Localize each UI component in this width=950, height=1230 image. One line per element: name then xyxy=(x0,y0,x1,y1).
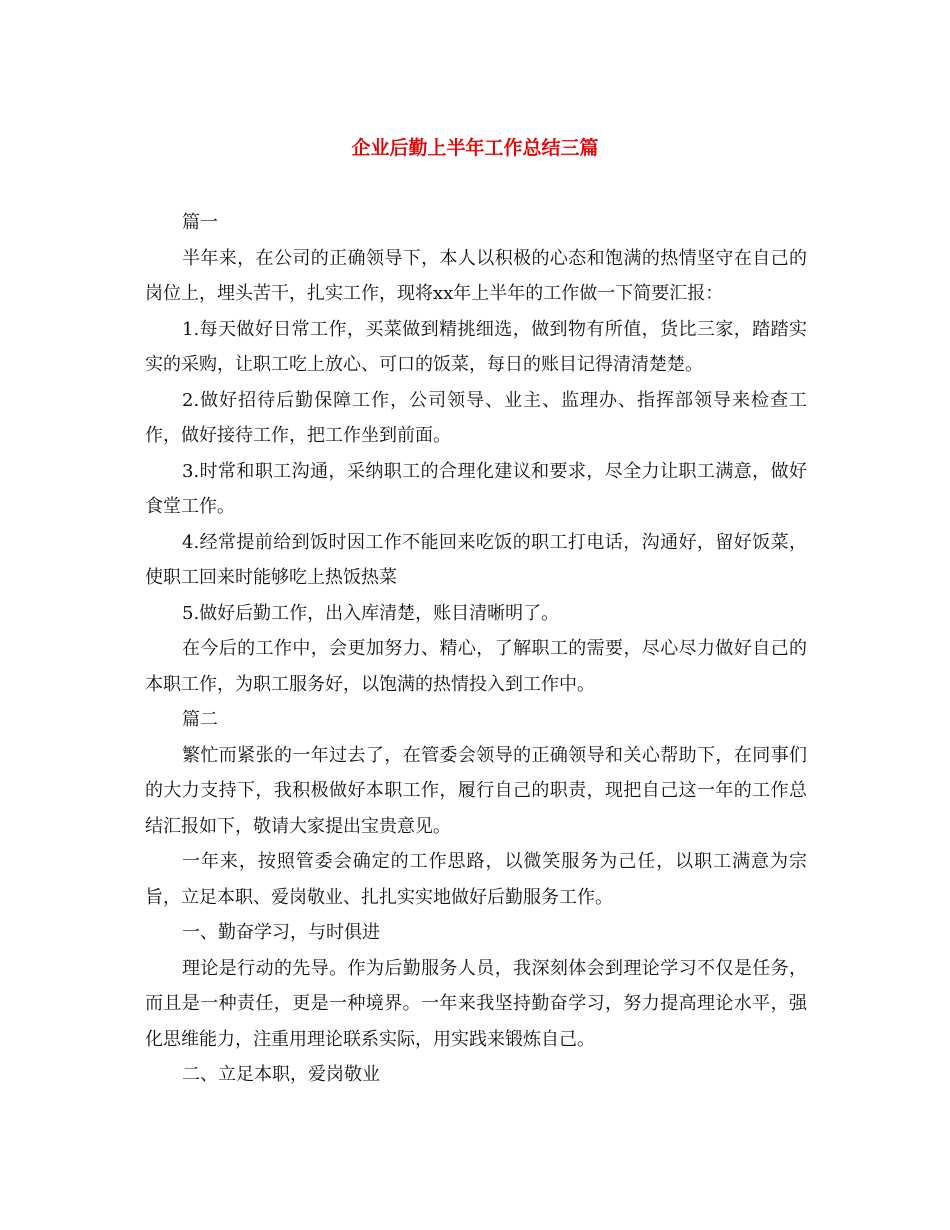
paragraph: 繁忙而紧张的一年过去了，在管委会领导的正确领导和关心帮助下，在同事们的大力支持下，我积极做好本职工作，履行自己的职责，现把自己这一年的工作总结汇报如下，敬请大家提出宝贵意见。 xyxy=(145,744,807,837)
list-item: 4.经常提前给到饭时因工作不能回来吃饭的职工打电话，沟通好，留好饭菜，使职工回来时能够吃上热饭热菜 xyxy=(145,531,807,588)
subsection-heading: 一、勤奋学习，与时俱进 xyxy=(182,922,380,943)
document-title: 企业后勤上半年工作总结三篇 xyxy=(351,137,599,159)
list-item: 1.每天做好日常工作，买菜做到精挑细选，做到物有所值，货比三家，踏踏实实的采购，让职工吃上放心、可口的饭菜，每日的账目记得清清楚楚。 xyxy=(145,318,807,375)
paragraph: 在今后的工作中，会更加努力、精心，了解职工的需要，尽心尽力做好自己的本职工作，为职工服务好，以饱满的热情投入到工作中。 xyxy=(145,638,807,695)
section-heading: 篇一 xyxy=(182,212,218,233)
list-item: 2.做好招待后勤保障工作，公司领导、业主、监理办、指挥部领导来检查工作，做好接待工作，把工作坐到前面。 xyxy=(145,389,807,446)
paragraph: 半年来，在公司的正确领导下，本人以积极的心态和饱满的热情坚守在自己的岗位上，埋头苦干，扎实工作，现将xx年上半年的工作做一下简要汇报： xyxy=(145,247,807,304)
paragraph: 一年来，按照管委会确定的工作思路，以微笑服务为己任，以职工满意为宗旨，立足本职、爱岗敬业、扎扎实实地做好后勤服务工作。 xyxy=(145,851,807,908)
paragraph: 理论是行动的先导。作为后勤服务人员，我深刻体会到理论学习不仅是任务，而且是一种责任，更是一种境界。一年来我坚持勤奋学习，努力提高理论水平，强化思维能力，注重用理论联系实际，用实践来锻炼自己。 xyxy=(145,957,807,1050)
subsection-heading: 二、立足本职，爱岗敬业 xyxy=(182,1064,380,1085)
section-heading: 篇二 xyxy=(182,709,218,730)
document-body xyxy=(145,205,807,1093)
list-item: 5.做好后勤工作，出入库清楚，账目清晰明了。 xyxy=(182,602,560,624)
list-item: 3.时常和职工沟通，采纳职工的合理化建议和要求，尽全力让职工满意，做好食堂工作。 xyxy=(145,460,807,517)
